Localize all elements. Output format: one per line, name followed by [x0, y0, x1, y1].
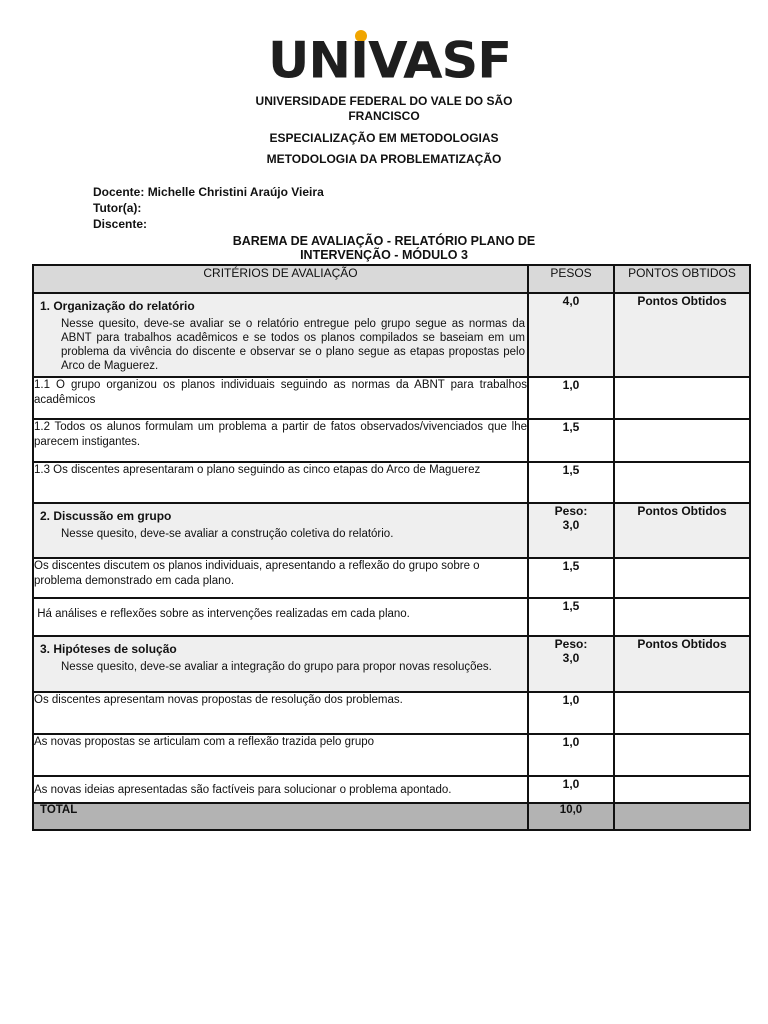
criterion-text: Há análises e reflexões sobre as intervenções realizadas em cada plano.: [33, 598, 528, 636]
discipline-name: METODOLOGIA DA PROBLEMATIZAÇÃO: [266, 152, 502, 166]
points-input-cell[interactable]: [614, 462, 750, 503]
table-row: [33, 776, 750, 803]
table-row: [33, 558, 750, 598]
weights-header: PESOS: [528, 265, 614, 293]
table-row: [33, 462, 750, 503]
total-row: [33, 803, 750, 830]
total-points-cell[interactable]: [614, 803, 750, 830]
points-header: PONTOS OBTIDOS: [614, 265, 750, 293]
points-input-cell[interactable]: [614, 692, 750, 734]
table-row: [33, 419, 750, 462]
section-points-label: Pontos Obtidos: [614, 293, 750, 377]
section-points-label: Pontos Obtidos: [614, 636, 750, 692]
table-row: [33, 692, 750, 734]
univasf-logo: [268, 30, 512, 91]
section-points-label: Pontos Obtidos: [614, 503, 750, 558]
points-input-cell[interactable]: [614, 776, 750, 803]
section-criteria-cell: [33, 293, 528, 377]
table-row: [33, 734, 750, 776]
docente-label: Docente:: [93, 185, 145, 199]
section-title: 3. Hipóteses de solução: [40, 642, 177, 656]
section-criteria-cell: [33, 636, 528, 692]
docente-value: Michelle Christini Araújo Vieira: [147, 185, 324, 199]
criterion-weight: 1,0: [528, 776, 614, 803]
section-row: [33, 636, 750, 692]
docente-line: [93, 185, 324, 200]
course-name: ESPECIALIZAÇÃO EM METODOLOGIAS: [269, 131, 499, 145]
section-description: Nesse quesito, deve-se avaliar a integração do grupo para propor novas resoluções.: [61, 661, 492, 673]
criterion-text: 1.2 Todos os alunos formulam um problema a partir de fatos observados/vivenciados que lhe parecem instigantes.: [33, 419, 528, 462]
table-row: [33, 598, 750, 636]
points-input-cell[interactable]: [614, 598, 750, 636]
section-description: Nesse quesito, deve-se avaliar a construção coletiva do relatório.: [61, 528, 394, 540]
total-label: TOTAL: [33, 803, 528, 830]
criterion-weight: 1,5: [528, 558, 614, 598]
section-title: 2. Discussão em grupo: [40, 509, 172, 523]
section-weight: Peso: 3,0: [528, 636, 614, 692]
table-row: [33, 377, 750, 419]
section-row: [33, 503, 750, 558]
section-row: [33, 293, 750, 377]
criterion-text: As novas propostas se articulam com a reflexão trazida pelo grupo: [33, 734, 528, 776]
total-value: 10,0: [528, 803, 614, 830]
university-name-line1: UNIVERSIDADE FEDERAL DO VALE DO SÃO: [255, 94, 513, 108]
discente-label: Discente:: [93, 217, 148, 231]
criterion-weight: 1,0: [528, 377, 614, 419]
barema-title-line1: BAREMA DE AVALIAÇÃO - RELATÓRIO PLANO DE: [232, 234, 536, 248]
criterion-weight: 1,5: [528, 462, 614, 503]
tutor-label: Tutor(a):: [93, 201, 142, 215]
barema-title-line2: INTERVENÇÃO - MÓDULO 3: [300, 248, 468, 262]
evaluation-table: [32, 264, 751, 831]
section-weight: Peso: 3,0: [528, 503, 614, 558]
section-criteria-cell: [33, 503, 528, 558]
criterion-text: As novas ideias apresentadas são factíveis para solucionar o problema apontado.: [33, 776, 528, 803]
points-input-cell[interactable]: [614, 734, 750, 776]
section-title: 1. Organização do relatório: [40, 299, 195, 313]
section-weight: 4,0: [528, 293, 614, 377]
criterion-text: 1.1 O grupo organizou os planos individuais seguindo as normas da ABNT para trabalhos acadêmicos: [33, 377, 528, 419]
criterion-weight: 1,5: [528, 598, 614, 636]
section-description: Nesse quesito, deve-se avaliar se o relatório entregue pelo grupo segue as normas da ABNT para trabalhos acadêmicos e se todos os planos compilados se baseiam em um problema da vivência do discente e observar se o plano segue as etapas propostas pelo Arco de Maguerez.: [61, 318, 525, 372]
table-header-row: [33, 265, 750, 293]
points-input-cell[interactable]: [614, 377, 750, 419]
university-name-line2: FRANCISCO: [348, 109, 420, 123]
criterion-weight: 1,0: [528, 692, 614, 734]
points-input-cell[interactable]: [614, 558, 750, 598]
criterion-weight: 1,0: [528, 734, 614, 776]
criteria-header: CRITÉRIOS DE AVALIAÇÃO: [33, 265, 528, 293]
points-input-cell[interactable]: [614, 419, 750, 462]
criterion-text: Os discentes apresentam novas propostas de resolução dos problemas.: [33, 692, 528, 734]
criterion-text: 1.3 Os discentes apresentaram o plano seguindo as cinco etapas do Arco de Maguerez: [33, 462, 528, 503]
criterion-weight: 1,5: [528, 419, 614, 462]
criterion-text: Os discentes discutem os planos individuais, apresentando a reflexão do grupo sobre o problema demonstrado em cada plano.: [33, 558, 528, 598]
logo-wordmark: UNIVASF: [268, 32, 512, 91]
